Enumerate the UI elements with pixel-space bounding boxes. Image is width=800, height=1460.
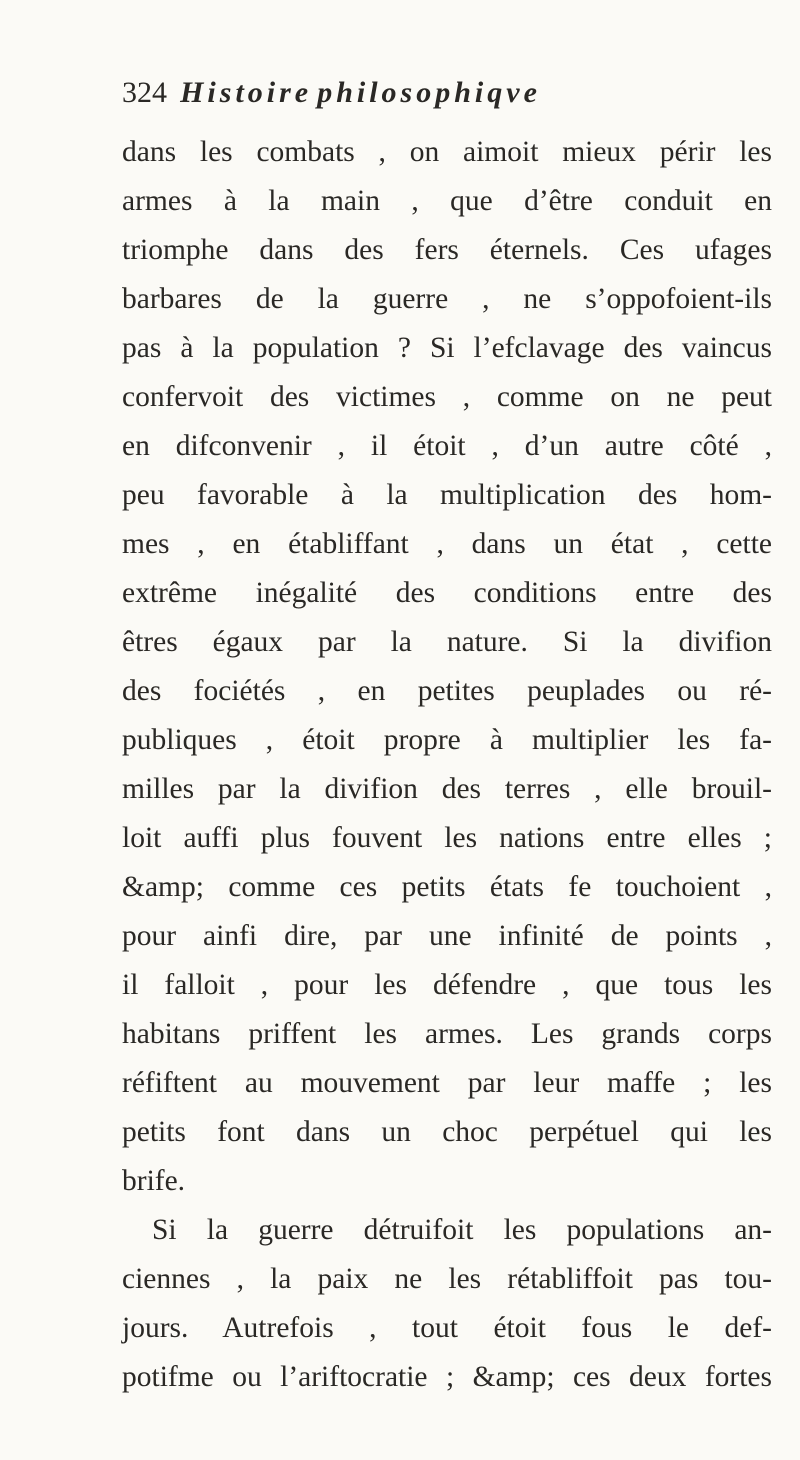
text-line: jours. Autrefois , tout étoit fous le def- <box>122 1312 772 1344</box>
running-head-second: philosophiqve <box>317 76 541 109</box>
text-line: confervoit des victimes , comme on ne peut <box>122 381 772 413</box>
text-line: réfiftent au mouvement par leur maffe ; les <box>122 1067 772 1099</box>
text-line: des fociétés , en petites peuplades ou ré- <box>122 675 772 707</box>
running-head-first: Histoire <box>180 76 313 109</box>
text-line: êtres égaux par la nature. Si la divifion <box>122 626 772 658</box>
text-line: barbares de la guerre , ne s’oppofoient-ils <box>122 283 772 315</box>
text-line: Si la guerre détruifoit les populations an- <box>152 1214 772 1246</box>
text-line: potifme ou l’ariftocratie ; &amp; ces deux fortes <box>122 1361 772 1393</box>
body-text <box>122 128 772 1402</box>
text-line: pour ainfi dire, par une infinité de points , <box>122 920 772 952</box>
text-line: dans les combats , on aimoit mieux périr les <box>122 136 772 168</box>
text-line: publiques , étoit propre à multiplier les fa- <box>122 724 772 756</box>
text-line: armes à la main , que d’être conduit en <box>122 185 772 217</box>
text-line: petits font dans un choc perpétuel qui les <box>122 1116 772 1148</box>
text-line: triomphe dans des fers éternels. Ces ufages <box>122 234 772 266</box>
text-line: en difconvenir , il étoit , d’un autre côté , <box>122 430 772 462</box>
text-line: extrême inégalité des conditions entre des <box>122 577 772 609</box>
text-line: mes , en établiffant , dans un état , cette <box>122 528 772 560</box>
text-line: il falloit , pour les défendre , que tous les <box>122 969 772 1001</box>
page-number: 324 <box>122 76 167 109</box>
text-line: milles par la divifion des terres , elle brouil- <box>122 773 772 805</box>
text-line: brife. <box>122 1165 186 1197</box>
text-line: &amp; comme ces petits états fe touchoient , <box>122 871 772 903</box>
text-line: ciennes , la paix ne les rétabliffoit pas tou- <box>122 1263 772 1295</box>
text-line: pas à la population ? Si l’efclavage des vaincus <box>122 332 772 364</box>
text-line: habitans priffent les armes. Les grands corps <box>122 1018 772 1050</box>
text-line: peu favorable à la multiplication des hom- <box>122 479 772 511</box>
text-line: loit auffi plus fouvent les nations entre elles ; <box>122 822 772 854</box>
page-header <box>122 76 762 120</box>
